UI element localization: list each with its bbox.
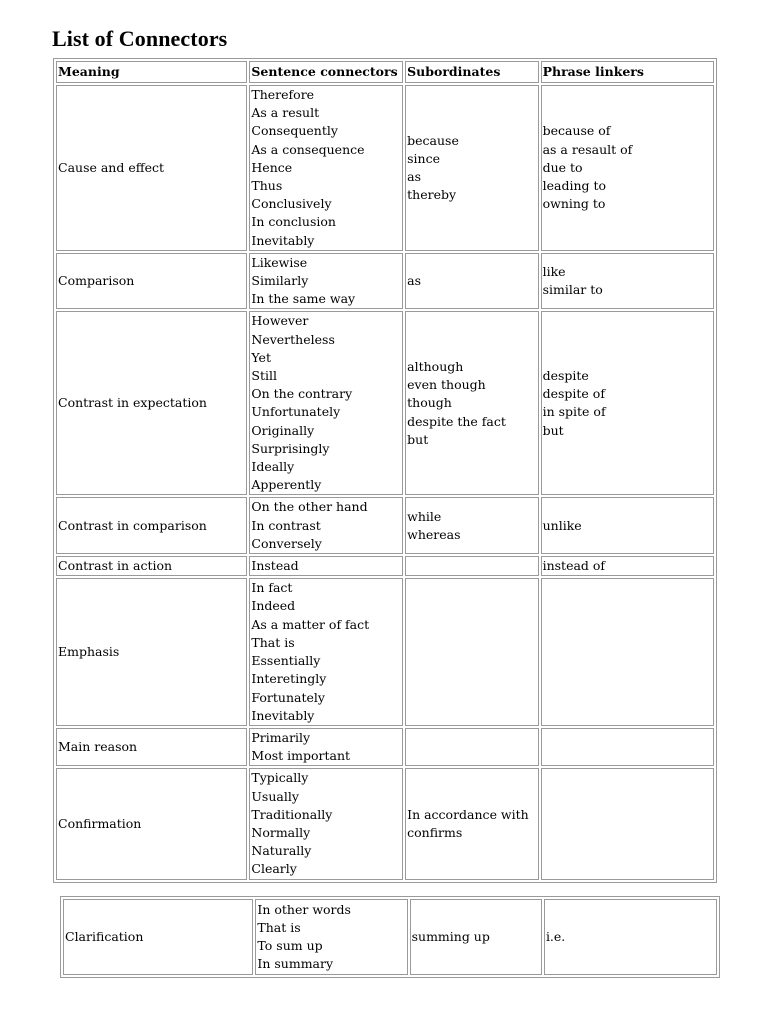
cell-line: although (407, 358, 464, 374)
phrase-linkers-cell (541, 253, 714, 310)
cell-line: Likewise (251, 254, 308, 270)
cell-line: due to (542, 159, 583, 175)
cell-line: As a consequence (251, 141, 365, 157)
cell-line: in spite of (542, 404, 606, 420)
cell-line: Most important (251, 748, 351, 764)
cell-line: On the other hand (251, 499, 368, 515)
cell-line: similar to (542, 282, 603, 298)
phrase-linkers-cell (541, 578, 714, 726)
cell-line: Normally (251, 824, 311, 840)
cell-line: summing up (411, 928, 490, 944)
meaning-cell: Comparison (56, 253, 247, 310)
subordinates-cell (405, 556, 538, 576)
cell-line: Conclusively (251, 196, 332, 212)
cell-line: Originally (251, 422, 315, 438)
header-row (56, 61, 714, 83)
cell-line: but (407, 431, 429, 447)
cell-line: Usually (251, 788, 299, 804)
cell-line: Apperently (251, 477, 322, 493)
sentence-connectors-cell (249, 768, 403, 879)
subordinates-cell (405, 768, 538, 879)
cell-line: However (251, 313, 309, 329)
cell-line: Fortunately (251, 689, 325, 705)
cell-line: In contrast (251, 517, 321, 533)
sentence-connectors-cell (255, 899, 407, 975)
cell-line: On the contrary (251, 386, 353, 402)
cell-line: even though (407, 377, 486, 393)
table-row (56, 728, 714, 766)
connectors-table-body (56, 61, 714, 880)
cell-line: That is (251, 634, 295, 650)
cell-line: Thus (251, 178, 283, 194)
meaning-cell: Main reason (56, 728, 247, 766)
subordinates-cell (405, 728, 538, 766)
cell-line: Naturally (251, 843, 312, 859)
cell-line: In the same way (251, 291, 356, 307)
meaning-cell: Cause and effect (56, 85, 247, 251)
cell-line: Primarily (251, 729, 311, 745)
cell-line: Inevitably (251, 232, 315, 248)
cell-line: i.e. (545, 928, 566, 944)
table-row (56, 556, 714, 576)
cell-line: as a resault of (542, 141, 633, 157)
table-row (56, 578, 714, 726)
meaning-cell: Contrast in action (56, 556, 247, 576)
cell-line: despite the fact (407, 413, 506, 429)
cell-line: Instead (251, 558, 299, 574)
subordinates-cell (405, 497, 538, 554)
cell-line: Conversely (251, 535, 322, 551)
cell-line: Surprisingly (251, 440, 330, 456)
header-phrase-linkers: Phrase linkers (541, 61, 714, 83)
cell-line: Indeed (251, 598, 296, 614)
meaning-cell: Contrast in comparison (56, 497, 247, 554)
cell-line: owning to (542, 196, 606, 212)
cell-line: while (407, 508, 442, 524)
cell-line: In summary (257, 956, 334, 972)
cell-line: thereby (407, 187, 457, 203)
cell-line: whereas (407, 526, 461, 542)
header-subordinates: Subordinates (405, 61, 538, 83)
subordinates-cell (405, 85, 538, 251)
cell-line: In fact (251, 580, 293, 596)
cell-line: because of (542, 123, 611, 139)
cell-line: Yet (251, 349, 271, 365)
cell-line: Nevertheless (251, 331, 335, 347)
cell-line: as (407, 168, 422, 184)
sentence-connectors-cell (249, 497, 403, 554)
phrase-linkers-cell (541, 85, 714, 251)
header-sentence-connectors: Sentence connectors (249, 61, 403, 83)
cell-line: Still (251, 368, 277, 384)
meaning-cell: Clarification (63, 899, 253, 975)
phrase-linkers-cell (541, 556, 714, 576)
phrase-linkers-cell (541, 768, 714, 879)
cell-line: To sum up (257, 938, 323, 953)
connectors-table-continued (60, 896, 720, 978)
meaning-cell: Emphasis (56, 578, 247, 726)
cell-line: since (407, 150, 441, 166)
cell-line: Interetingly (251, 671, 327, 687)
cell-line: In other words (257, 901, 351, 917)
cell-line: As a matter of fact (251, 616, 370, 632)
phrase-linkers-cell (541, 311, 714, 495)
table-row (63, 899, 717, 975)
cell-line: Similarly (251, 273, 309, 289)
cell-line: That is (257, 919, 301, 935)
page-title: List of Connectors (52, 26, 228, 51)
cell-line: Unfortunately (251, 404, 341, 420)
cell-line: Essentially (251, 653, 321, 669)
cell-line: Consequently (251, 123, 338, 139)
cell-line: as (407, 273, 422, 289)
subordinates-cell (405, 253, 538, 310)
subordinates-cell (405, 578, 538, 726)
subordinates-cell (410, 899, 542, 975)
cell-line: because (407, 132, 459, 148)
table-row (56, 768, 714, 879)
cell-line: Hence (251, 159, 293, 175)
cell-line: leading to (542, 178, 607, 194)
table-row (56, 311, 714, 495)
sentence-connectors-cell (249, 578, 403, 726)
cell-line: Inevitably (251, 707, 315, 723)
cell-line: Ideally (251, 459, 295, 475)
cell-line: despite (542, 368, 589, 384)
connectors-table-continued-body (63, 899, 717, 975)
cell-line: though (407, 395, 452, 411)
table-row (56, 85, 714, 251)
table-row (56, 497, 714, 554)
phrase-linkers-cell (541, 728, 714, 766)
sentence-connectors-cell (249, 556, 403, 576)
cell-line: confirms (407, 824, 463, 840)
phrase-linkers-cell (544, 899, 717, 975)
cell-line: Typically (251, 770, 309, 786)
sentence-connectors-cell (249, 253, 403, 310)
header-meaning: Meaning (56, 61, 247, 83)
cell-line: despite of (542, 386, 605, 402)
subordinates-cell (405, 311, 538, 495)
meaning-cell: Contrast in expectation (56, 311, 247, 495)
cell-line: like (542, 263, 566, 279)
table-row (56, 253, 714, 310)
cell-line: Traditionally (251, 806, 333, 822)
cell-line: Clearly (251, 861, 297, 877)
cell-line: instead of (542, 558, 606, 574)
cell-line: In conclusion (251, 214, 336, 230)
sentence-connectors-cell (249, 728, 403, 766)
cell-line: As a result (251, 105, 320, 121)
cell-line: unlike (542, 517, 582, 533)
sentence-connectors-cell (249, 311, 403, 495)
cell-line: In accordance with (407, 806, 529, 822)
meaning-cell: Confirmation (56, 768, 247, 879)
sentence-connectors-cell (249, 85, 403, 251)
cell-line: Therefore (251, 87, 315, 102)
connectors-table (53, 58, 717, 883)
phrase-linkers-cell (541, 497, 714, 554)
cell-line: but (542, 422, 564, 438)
